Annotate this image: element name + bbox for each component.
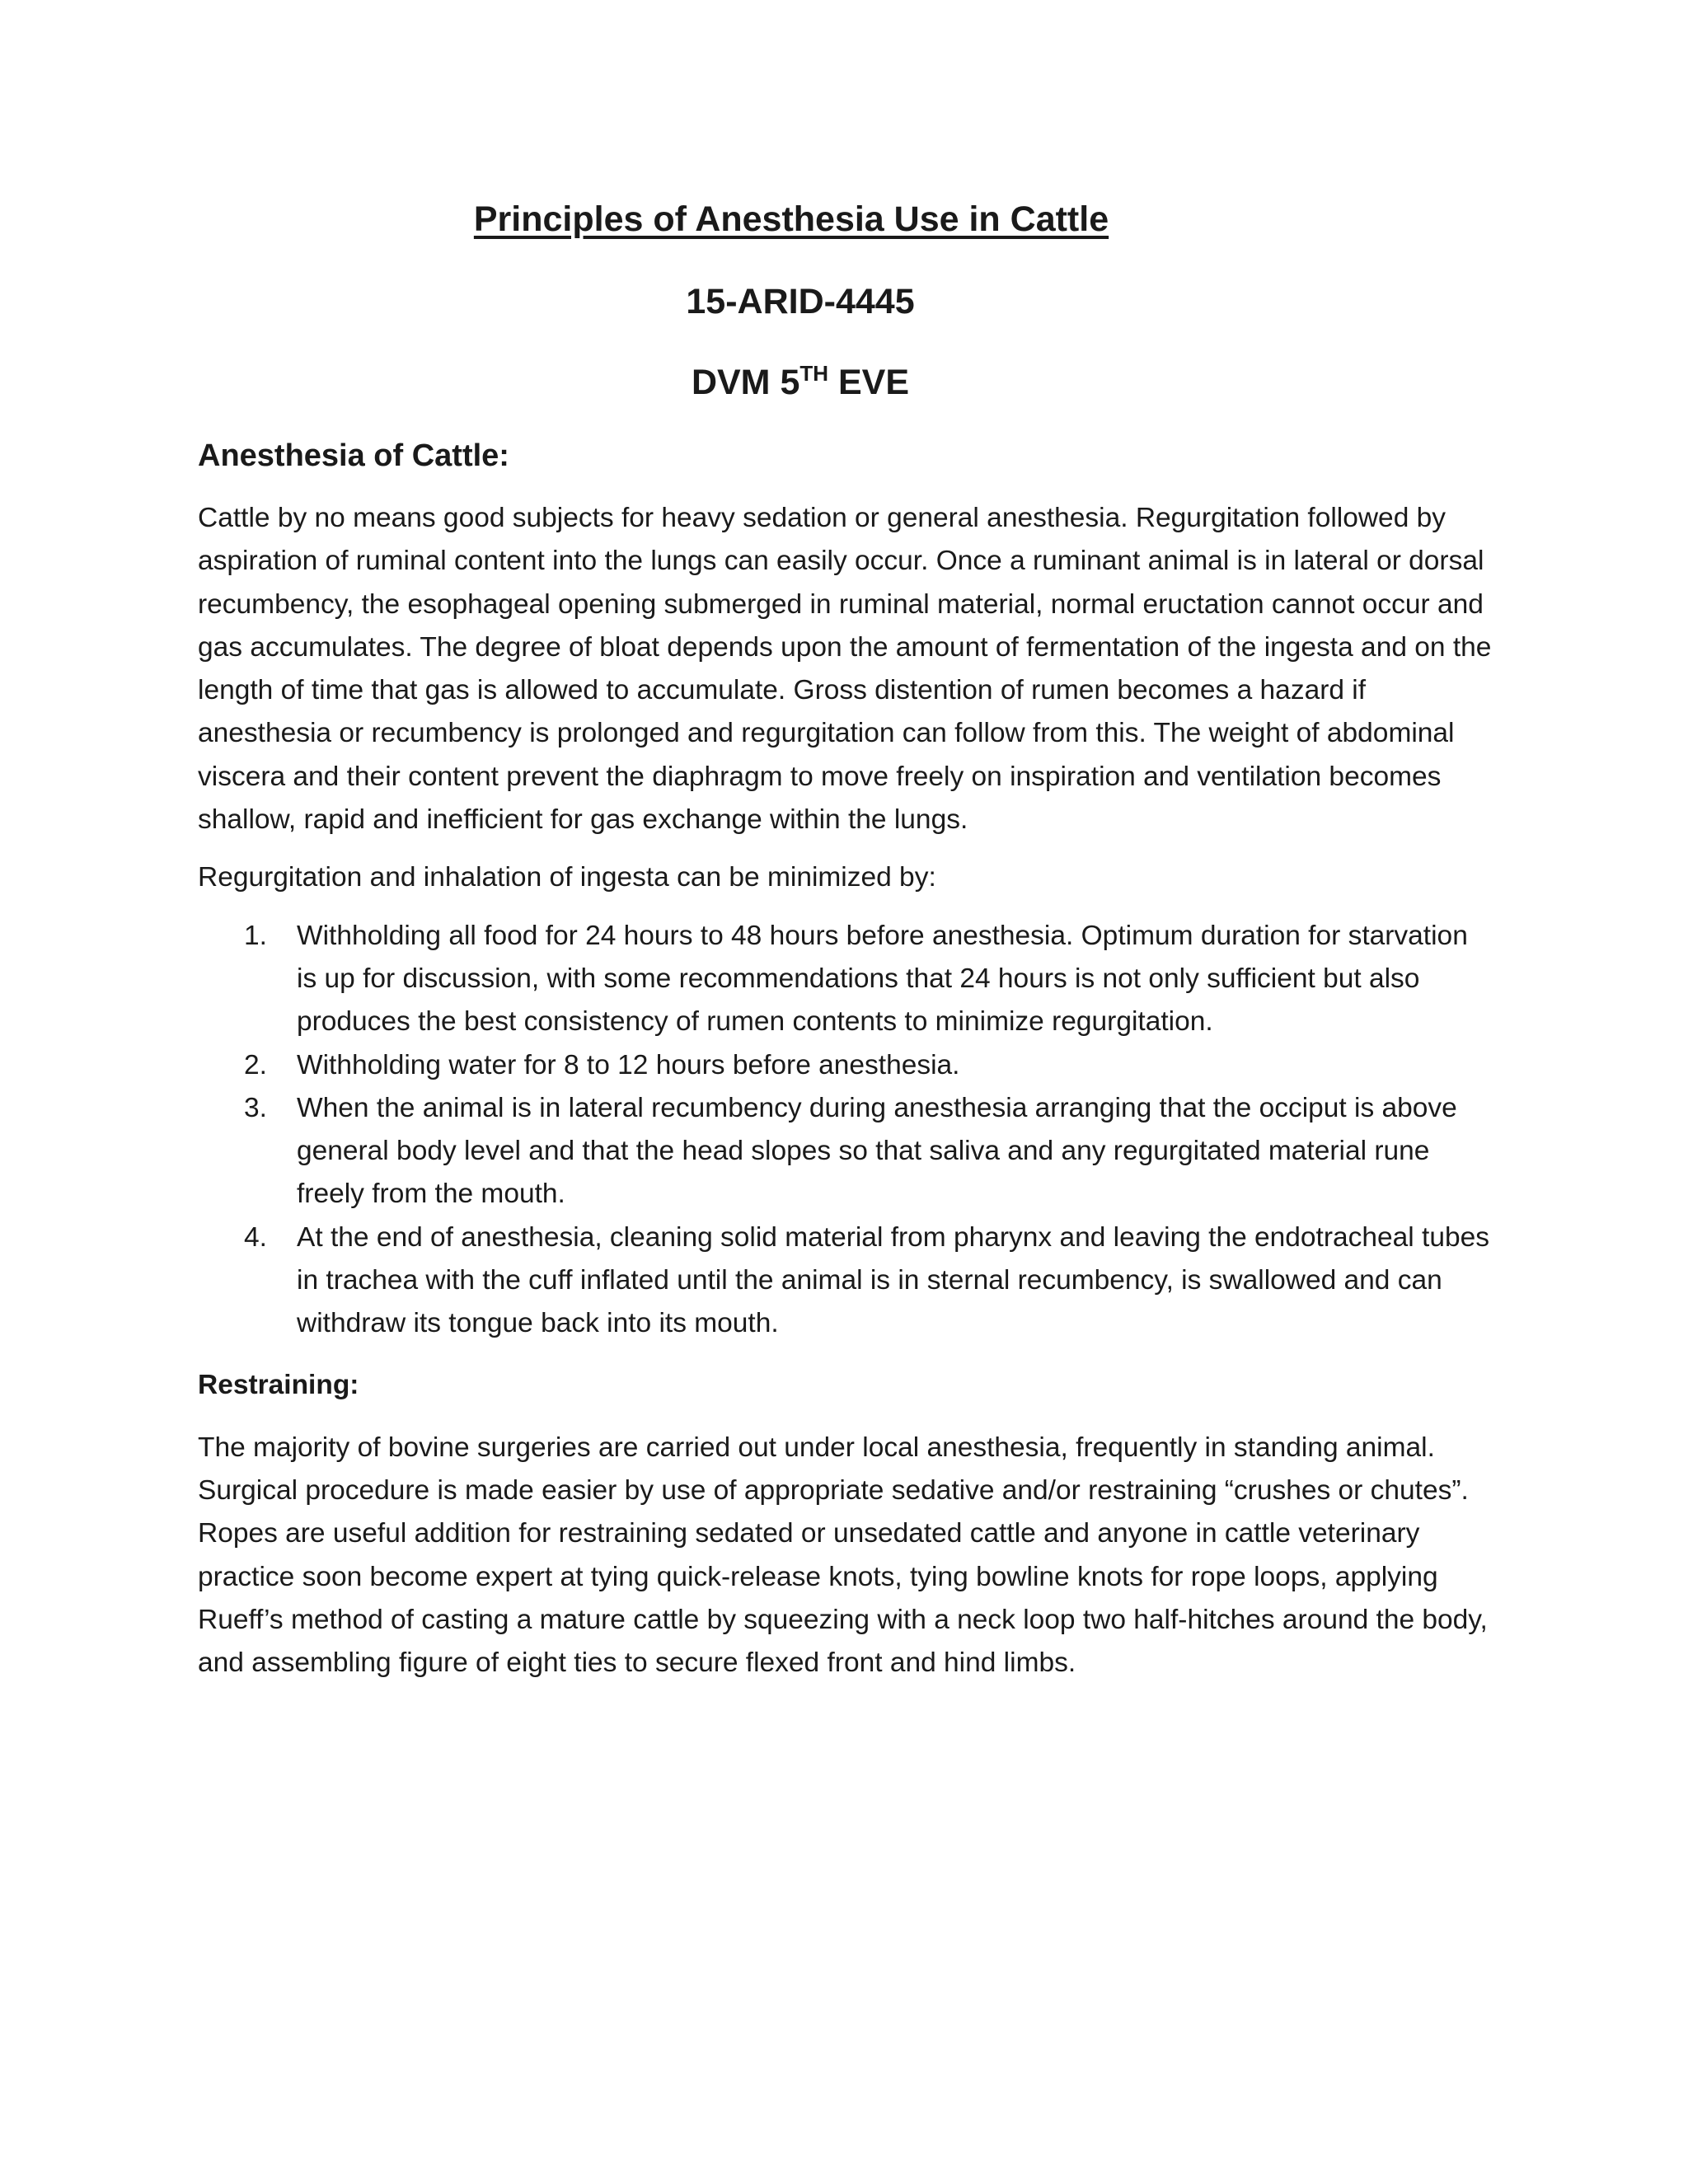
- class-superscript: TH: [799, 361, 829, 386]
- list-text: At the end of anesthesia, cleaning solid material from pharynx and leaving the endotracheal tubes in trachea with the cuff inflated until the animal is in sternal recumbency, is swallowed and can withdraw its tongue back into its mouth.: [297, 1221, 1489, 1339]
- section-heading-anesthesia: Anesthesia of Cattle:: [198, 438, 509, 473]
- list-item: [198, 915, 1492, 1044]
- document-body: [198, 433, 1492, 1699]
- paragraph-restraining: The majority of bovine surgeries are carried out under local anesthesia, frequently in standing animal. Surgical procedure is made easier by use of appropriate sedative and/or restraining “crushes or chutes”. Ropes are useful addition for restraining sedated or unsedated cattle and anyone in cattle veterinary practice soon become expert at tying quick-release knots, tying bowline knots for rope loops, applying Rueff’s method of casting a mature cattle by squeezing with a neck loop two half-hitches around the body, and assembling figure of eight ties to secure flexed front and hind limbs.: [198, 1432, 1488, 1679]
- section-heading-restraining: Restraining:: [198, 1369, 359, 1400]
- student-id: 15-ARID-4445: [686, 282, 915, 321]
- list-number: 3.: [244, 1092, 267, 1123]
- list-number: 4.: [244, 1221, 267, 1253]
- minimization-list: [198, 915, 1492, 1346]
- list-text: Withholding water for 8 to 12 hours before anesthesia.: [297, 1049, 960, 1080]
- document-title: Principles of Anesthesia Use in Cattle: [473, 199, 1109, 239]
- list-item: [198, 1216, 1492, 1346]
- class-prefix: DVM 5: [691, 363, 800, 402]
- class-suffix: EVE: [828, 363, 910, 402]
- paragraph-anesthesia: Cattle by no means good subjects for heavy sedation or general anesthesia. Regurgitation followed by aspiration of ruminal content into the lungs can easily occur. Once a ruminant animal is in lateral or dorsal recumbency, the esophageal opening submerged in ruminal material, normal eructation cannot occur and gas accumulates. The degree of bloat depends upon the amount of fermentation of the ingesta and on the length of time that gas is allowed to accumulate. Gross distention of rumen becomes a hazard if anesthesia or recumbency is prolonged and regurgitation can follow from this. The weight of abdominal viscera and their content prevent the diaphragm to move freely on inspiration and ventilation becomes shallow, rapid and inefficient for gas exchange within the lungs.: [198, 503, 1492, 836]
- list-item: [198, 1087, 1492, 1216]
- list-number: 2.: [244, 1049, 267, 1080]
- list-text: When the animal is in lateral recumbency during anesthesia arranging that the occiput is above general body level and that the head slopes so that saliva and any regurgitated material rune freely from the mouth.: [297, 1092, 1457, 1210]
- list-item: [198, 1044, 1492, 1087]
- class-label: [0, 359, 1601, 405]
- list-text: Withholding all food for 24 hours to 48 hours before anesthesia. Optimum duration for starvation is up for discussion, with some recommendations that 24 hours is not only sufficient but also produces the best consistency of rumen contents to minimize regurgitation.: [297, 920, 1468, 1038]
- list-intro: Regurgitation and inhalation of ingesta can be minimized by:: [198, 862, 936, 893]
- list-number: 1.: [244, 920, 267, 951]
